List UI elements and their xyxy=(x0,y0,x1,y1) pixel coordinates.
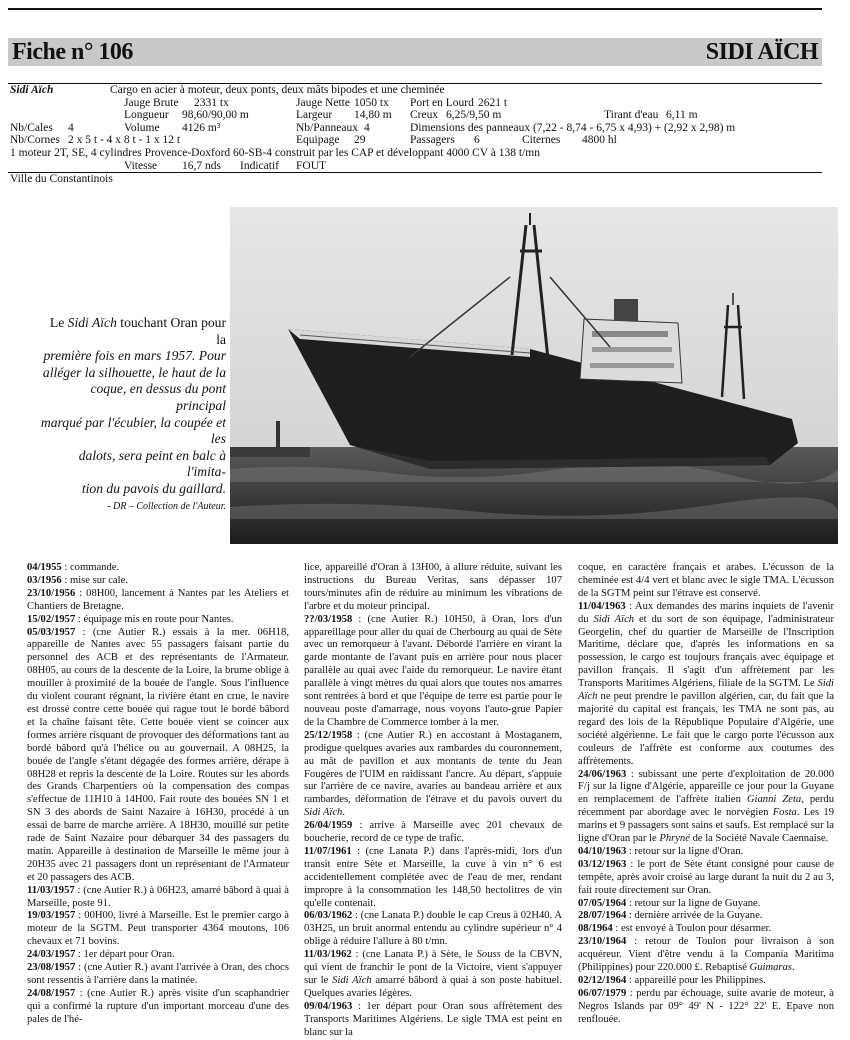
entry-date: 11/04/1963 xyxy=(578,600,626,612)
history-entry xyxy=(578,601,834,769)
value-largeur: 14,80 m xyxy=(354,109,392,122)
value-moteur: 1 moteur 2T, SE, 4 cylindres Provence-Doxford 60-SB-4 construit par les CAP et développant 4000 CV à 138 t/mn xyxy=(10,146,540,159)
spec-row-exname xyxy=(8,173,822,186)
entry-text: : arrive à Marseille avec 201 chevaux de boucherie, record de ce type de trafic. xyxy=(304,820,562,845)
history-entry xyxy=(27,562,289,575)
entry-date: 04/1955 xyxy=(27,562,62,573)
entry-text: amarré bâbord à quai à son poste habituel. Quelques avaries légères. xyxy=(304,975,562,999)
ship-illustration xyxy=(230,207,838,544)
history-entry xyxy=(578,898,834,911)
entry-date: 23/10/1956 xyxy=(27,587,76,599)
entry-text: : (cne Autier R.) avant l'arrivée à Oran, des chocs sont ressentis à l'arrière dans la matinée. xyxy=(27,962,289,986)
entry-text: : subissant une perte d'exploitation de 20.000 F/j sur la ligne d'Algérie, appareille ce jour pour la Guyane en remplacement de l'affrète italien xyxy=(578,768,834,806)
spec-type: Cargo en acier à moteur, deux ponts, deux mâts bipodes et une cheminée xyxy=(110,84,445,96)
spec-row-cales xyxy=(8,122,822,135)
fiche-number: Fiche n° 106 xyxy=(12,39,133,65)
entry-text: : 08H00, lancement à Nantes par les Ateliers et Chantiers de Bretagne. xyxy=(27,587,289,612)
entry-text: de la Société Navale Caennaise. xyxy=(689,833,829,845)
top-rule xyxy=(8,8,822,10)
value-cornes: 2 x 5 t - 4 x 8 t - 1 x 12 t xyxy=(68,134,181,147)
spec-ship-name: Sidi Aïch xyxy=(10,84,54,96)
history-entry xyxy=(578,846,834,859)
entry-text: : retour sur la ligne d'Oran. xyxy=(626,845,744,857)
label-tirant: Tirant d'eau xyxy=(604,109,659,122)
entry-text: : perdu par échouage, suite avarie de moteur, à Negros Islands par 09° 49' N - 122° 22' E. Epave non renflouée. xyxy=(578,987,834,1025)
entry-text: : équipage mis en route pour Nantes. xyxy=(75,613,234,625)
history-entry xyxy=(304,1001,562,1040)
value-equipage: 29 xyxy=(354,134,366,147)
entry-date: 08/1964 xyxy=(578,923,613,935)
entry-date: ??/03/1958 xyxy=(304,613,353,625)
ship-title: SIDI AÏCH xyxy=(705,39,818,65)
history-entry xyxy=(27,962,289,988)
history-entry xyxy=(27,627,289,885)
entry-date: 19/03/1957 xyxy=(27,910,76,922)
label-citernes: Citernes xyxy=(522,134,561,147)
label-passagers: Passagers xyxy=(410,134,455,147)
entry-ship-name: Sidi Aïch xyxy=(593,613,635,625)
entry-text: : (cne Lanata P.) à Sète, le xyxy=(351,949,477,961)
history-column-2 xyxy=(304,562,562,1040)
history-entry xyxy=(27,614,289,627)
photo-credit: - DR – Collection de l'Auteur. xyxy=(107,500,226,512)
label-vitesse: Vitesse xyxy=(124,159,158,172)
entry-date: 26/04/1959 xyxy=(304,820,353,832)
label-cales: Nb/Cales xyxy=(10,121,53,134)
history-entry xyxy=(27,885,289,911)
history-entry xyxy=(304,820,562,846)
entry-text: : (cne Lanata P.) double le cap Creus à 02H40. A 03H25, un bruit anormal entendu au cylindre supérieur n° 4 oblige à réduire l'allure à 80 t/mn. xyxy=(304,910,562,948)
entry-date: 03/1956 xyxy=(27,574,62,586)
history-entry xyxy=(304,614,562,730)
value-vitesse: 16,7 nds xyxy=(182,159,221,172)
entry-text: . xyxy=(791,962,795,974)
value-ex-name: Ville du Constantinois xyxy=(10,173,113,186)
entry-text: : retour sur la ligne de Guyane. xyxy=(626,897,761,909)
value-passagers: 6 xyxy=(474,134,480,147)
entry-date: 23/08/1957 xyxy=(27,962,76,974)
entry-ship-name: Guimaras xyxy=(749,962,792,974)
entry-text: : 1er départ pour Oran. xyxy=(75,949,175,961)
ship-photo xyxy=(230,207,838,544)
entry-date: 09/04/1963 xyxy=(304,1000,353,1012)
entry-date: 28/07/1964 xyxy=(578,910,627,922)
entry-date: 02/12/1964 xyxy=(578,975,627,986)
spec-row-cornes xyxy=(8,134,822,147)
history-entry xyxy=(27,910,289,949)
value-tirant: 6,11 m xyxy=(666,109,698,122)
entry-text: : appareillé pour les Philippines. xyxy=(626,975,766,986)
history-entry-continued xyxy=(578,562,834,601)
entry-text: coque, en caractère français et arabes. L'écusson de la cheminée est 4/4 vert et blanc avec le sigle TMA. L'écusson de la SGTM peint sur l'étrave est conservé. xyxy=(578,562,834,599)
entry-ship-name: Sidi Aïch xyxy=(332,975,372,986)
history-entry xyxy=(304,846,562,911)
value-port-lourd: 2621 t xyxy=(478,96,508,109)
entry-ship-name: Gianni Zeta xyxy=(746,794,802,806)
label-port-lourd: Port en Lourd xyxy=(410,96,474,109)
caption-line-6: dalots, sera peint en balc à l'imita- xyxy=(78,447,226,480)
entry-ship-name: Phryné xyxy=(659,833,690,845)
entry-date: 24/08/1957 xyxy=(27,987,76,999)
photo-caption xyxy=(40,315,226,513)
entry-text: : Aux demandes des marins inquiets de l'avenir du xyxy=(578,600,834,625)
history-entry xyxy=(304,949,562,1001)
spec-table xyxy=(8,83,822,186)
entry-date: 11/03/1962 xyxy=(304,949,352,961)
value-dimensions-panneaux: Dimensions des panneaux (7,22 - 8,74 - 6,75 x 4,93) + (2,92 x 2,98) m xyxy=(410,121,736,134)
history-column-1 xyxy=(27,562,289,1027)
label-jauge-nette: Jauge Nette xyxy=(296,96,350,109)
history-entry xyxy=(578,936,834,975)
value-citernes: 4800 hl xyxy=(582,134,617,147)
entry-text: : (cne Autier R.) en accostant à Mostaganem, prodigue quelques avaries aux rambardes du couronnement, au mât de pavillon et aux montants de tente du Jean Fougères de l'UIM en raidissant l'ancre. Au départ, s'appuie sur l'arrière de ce navire, avaries au bandeau arrière et aux rambardes, déformation de l'étrave et du pavois ouvert du xyxy=(304,729,562,806)
caption-line-1 xyxy=(40,315,226,348)
entry-date: 05/03/1957 xyxy=(27,626,76,638)
label-jauge-brute: Jauge Brute xyxy=(124,96,179,109)
entry-date: 03/12/1963 xyxy=(578,858,627,870)
entry-text: et du sort de son équipage, l'administrateur Georgelin, chef du quartier de Marseille de l'Inscription Maritime, déclare que, d'après les informations en sa possession, le cargo est toujours français avec équipage et pavillon français. Il s'agit d'un affrètement par les Transports Maritimes Algériens, filiale de la SGTM. Le xyxy=(578,613,835,690)
caption-line-4: coque, en dessus du pont principal xyxy=(90,381,226,413)
entry-text: , perdu récemment par abordage avec le norvégien xyxy=(578,794,834,819)
value-longueur: 98,60/90,00 m xyxy=(182,109,249,122)
history-entry xyxy=(578,769,834,846)
history-entry xyxy=(27,988,289,1027)
spec-row-vitesse xyxy=(8,160,822,174)
value-jauge-nette: 1050 tx xyxy=(354,96,389,109)
entry-text: lice, appareillé d'Oran à 13H00, à allure réduite, suivant les instructions du Bureau Veritas, sans dépasser 107 tours/minutes afin de réduire au minimum les vibrations de l'arbre et du moteur principal. xyxy=(304,562,562,612)
entry-text: : (cne Autier R.) après visite d'un scaphandrier qui a confirmé la rupture d'un important morceau d'une des pales de l'hé- xyxy=(27,987,289,1025)
label-equipage: Equipage xyxy=(296,134,340,147)
entry-text: . Les 19 marins et 9 passagers sont sains et saufs. Est remplacé sur la ligne d'Oran par le xyxy=(578,807,834,845)
caption-line-3: alléger la silhouette, le haut de la xyxy=(42,364,226,380)
history-entry xyxy=(304,910,562,949)
entry-text: : (cne Autier R.) à 06H23, amarré bâbord à quai à Marseille, poste 91. xyxy=(27,884,289,909)
entry-text: : retour de Toulon pour livraison à son acquéreur. Vient d'être vendu à la Compania Maritima (Philippines) pour 220.000 £. Rebaptisé xyxy=(578,936,834,974)
history-column-3 xyxy=(578,562,834,1027)
entry-text: de la CBVN, qui vient de franchir le pont de la Victoire, vient s'appuyer sur le xyxy=(304,949,563,986)
caption-text: touchant Oran pour la xyxy=(116,315,226,347)
value-cales: 4 xyxy=(68,121,74,134)
history-entry xyxy=(578,859,834,898)
history-entry-continued xyxy=(304,562,562,614)
entry-text: : dernière arrivée de la Guyane. xyxy=(626,910,763,922)
entry-date: 15/02/1957 xyxy=(27,613,76,625)
entry-date: 07/05/1964 xyxy=(578,897,627,909)
history-entry xyxy=(27,588,289,614)
entry-text: . xyxy=(342,807,346,819)
spec-row-moteur xyxy=(8,147,822,160)
entry-ship-name: Fosta xyxy=(772,807,797,819)
label-volume: Volume xyxy=(124,121,160,134)
entry-date: 25/12/1958 xyxy=(304,729,353,741)
fiche-header xyxy=(8,38,822,66)
entry-ship-name: Sidi Aïch xyxy=(304,807,343,819)
history-entry xyxy=(304,730,562,820)
caption-line-5: marqué par l'écubier, la coupée et les xyxy=(40,414,226,447)
value-panneaux: 4 xyxy=(364,121,370,134)
value-jauge-brute: 2331 tx xyxy=(194,96,229,109)
entry-text: : (cne Lanata P.) dans l'après-midi, lors d'un transit entre Sète et Marseille, la cuve à vin n° 6 est accidentellement complétée avec de l'eau de mer, rendant impropre à la consommation les 148,50 hectolitres de vin qu'elle contenait. xyxy=(304,845,562,909)
entry-text: : est envoyé à Toulon pour désarmer. xyxy=(612,923,772,935)
entry-date: 04/10/1963 xyxy=(578,845,627,857)
entry-text: : commande. xyxy=(61,562,120,573)
history-entry xyxy=(578,923,834,936)
entry-ship-name: Souss xyxy=(476,949,501,961)
entry-text: : le port de Sète étant consigné pour cause de tempête, après avoir croisé au large durant la nuit du 2 au 3, fait route directement sur Oran. xyxy=(578,858,834,896)
entry-ship-name: Sidi Aïch xyxy=(578,678,834,703)
entry-date: 24/03/1957 xyxy=(27,949,76,961)
value-volume: 4126 m³ xyxy=(182,121,221,134)
label-panneaux: Nb/Panneaux xyxy=(296,121,358,134)
entry-date: 06/07/1979 xyxy=(578,987,627,999)
entry-date: 24/06/1963 xyxy=(578,768,627,780)
history-entry xyxy=(578,975,834,988)
spec-row-dimensions xyxy=(8,109,822,122)
caption-ship-name: Sidi Aïch xyxy=(67,315,117,330)
caption-text: Le xyxy=(49,315,68,330)
history-entry xyxy=(27,949,289,962)
entry-text: : (cne Autier R.) 10H50, à Oran, lors d'un appareillage pour aller du quai de Cherbourg au quai de Sète avec un remorqueur à l'avant. Débordé l'arrière en virant la garde montante de l'avant puis en arrière pour nous placer parallèle au quai avec l'aide du remorqueur. Le navire étant parallèle à vingt mètres du quai alors que toutes nos amarres sont rentrées à bord et que l'équipe de terre est partie pour le nouveau poste d'amarrage, nous voyons l'auto-grue Papier de la Chambre de Commerce tomber à la mer. xyxy=(304,613,562,728)
label-creux: Creux xyxy=(410,109,439,122)
caption-line-2: première fois en mars 1957. Pour xyxy=(43,348,226,364)
label-longueur: Longueur xyxy=(124,109,169,122)
entry-date: 11/07/1961 xyxy=(304,845,352,857)
value-indicatif: FOUT xyxy=(296,159,327,172)
entry-text: : mise sur cale. xyxy=(61,574,128,586)
history-entry xyxy=(578,988,834,1027)
spec-row-type xyxy=(8,83,822,97)
entry-date: 23/10/1964 xyxy=(578,936,627,948)
history-entry xyxy=(578,910,834,923)
caption-line-7: tion du pavois du gaillard. xyxy=(81,480,226,496)
entry-text: : (cne Autier R.) essais à la mer. 06H18, appareille de Nantes avec 55 passagers faisant partie du personnel des ACB et des représentants de l'Armateur. 08H05, au cours de la descente de la Loire, la brume oblige à mouiller à proximité de la bouée de l'angle. Sous l'influence du violent courant régnant, la rivière étant en crue, le navire est drossé contre cette bouée qui rague tout le bordé bâbord et la chaîne faisant tête. Cette bouée vient se coincer aux formes arrière risquant de provoquer des déformations tant au bordé bâbord qu'à l'hélice ou au gouvernail. A 08H25, la bouée de l'angle s'étant dégagée des formes arrière, dérape à 08H28 et repris la descente de la Loire. Routes sur les abords des Grands Charpentiers où la compensation des compas s'effectue de 11H10 à 14H00. Fait route des bouées SN 1 et SN 3 des abords de Saint Nazaire à 16H30, procédé à un essai de barre de marche arrière. A 18H30, mouillé sur petite rade de Saint Nazaire pour débarquer 34 des passagers du matin. Appareille à destination de Marseille le même jour à 20H35 avec 21 passagers dont un représentant de l'Armateur et 20 passagers des ACB. xyxy=(27,626,289,883)
entry-text: : 00H00, livré à Marseille. Est le premier cargo à moteur de la SGTM. Peut transporter 4364 moutons, 106 chevaux et 71 bovins. xyxy=(27,910,289,948)
label-indicatif: Indicatif xyxy=(240,159,279,172)
spec-row-jauge xyxy=(8,97,822,110)
entry-date: 06/03/1962 xyxy=(304,910,353,922)
entry-date: 11/03/1957 xyxy=(27,884,75,896)
label-largeur: Largeur xyxy=(296,109,333,122)
entry-text: : 1er départ pour Oran sous affrètement des Transports Maritimes Algériens. Le sigle TMA est peint en blanc sur la xyxy=(304,1000,562,1038)
label-cornes: Nb/Cornes xyxy=(10,134,60,147)
value-creux: 6,25/9,50 m xyxy=(446,109,502,122)
entry-text: ne peut prendre le pavillon algérien, car, du fait que la majorité du capital est français, les TMA ne sont pas, au regard des lois de la République Populaire d'Algérie, une société algérienne. Le fait que le cargo porte l'écusson aux couleurs de l'affrète est conforme aux coutumes des affrètements. xyxy=(578,691,834,767)
history-entry xyxy=(27,575,289,588)
